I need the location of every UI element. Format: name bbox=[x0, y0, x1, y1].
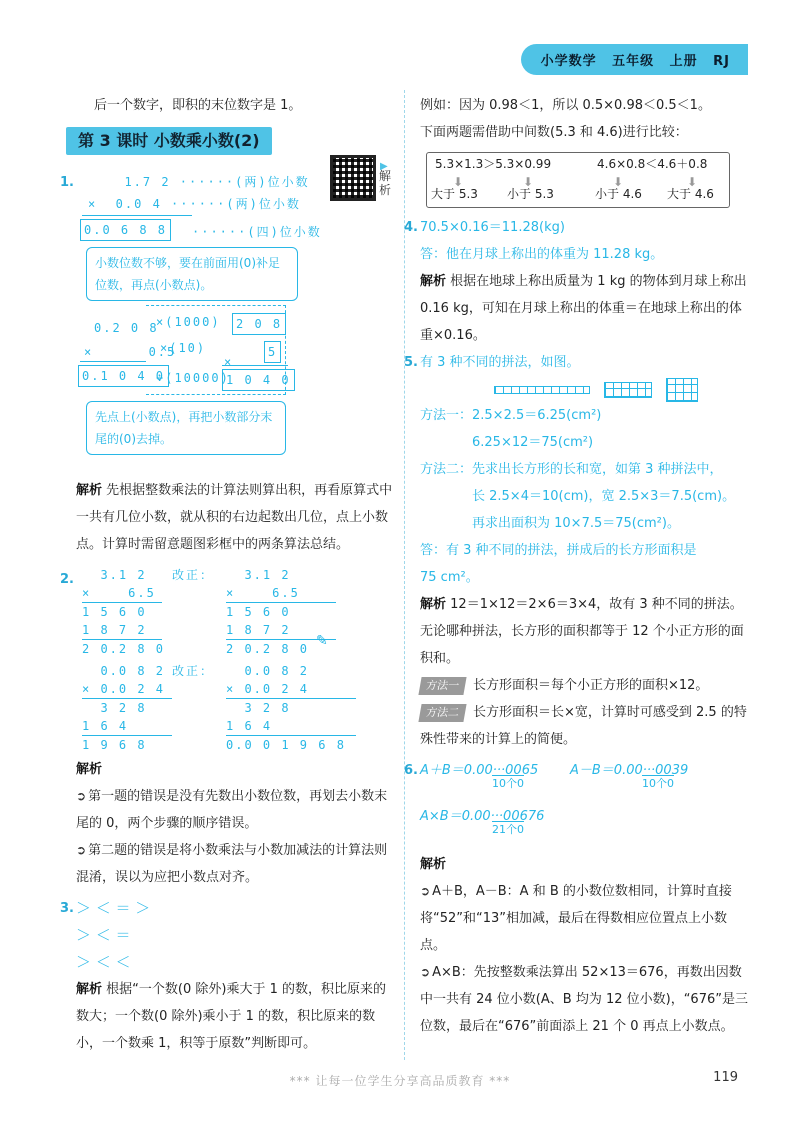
arrangement-3x4 bbox=[666, 378, 698, 402]
compare-label: 小于 5.3 bbox=[507, 187, 554, 201]
method-note-text: 长方形面积＝每个小正方形的面积×12。 bbox=[473, 678, 709, 693]
compare-label: 大于 5.3 bbox=[431, 187, 478, 201]
calc-box: 1 0 4 0 bbox=[222, 369, 295, 391]
method-line: 再求出面积为 10×7.5＝75(cm²)。 bbox=[472, 516, 680, 531]
q4-analysis bbox=[420, 268, 752, 349]
footer-slogan: *** 让每一位学生分享高品质教育 *** bbox=[289, 1074, 511, 1088]
down-arrow-icon: ⬇ bbox=[523, 175, 534, 189]
compare-intro: 下面两题需借助中间数(5.3 和 4.6)进行比较： bbox=[420, 125, 688, 140]
correction-label: 改正： bbox=[172, 664, 215, 678]
question-number: 1. bbox=[60, 175, 74, 190]
conversion-label: ÷(10000) bbox=[156, 371, 230, 385]
intro-line: 有 3 种不同的拼法，如图。 bbox=[420, 355, 580, 370]
analysis-bullet bbox=[76, 783, 394, 837]
calc-row: 1 6 4 bbox=[82, 719, 129, 733]
question-6 bbox=[404, 757, 752, 851]
calc-row: 1 6 4 bbox=[226, 719, 273, 733]
times-sign: × bbox=[224, 355, 234, 369]
calc-line bbox=[80, 361, 146, 362]
calc-box: 5 bbox=[264, 341, 281, 363]
calc-row: 0.0 8 2 bbox=[82, 664, 166, 678]
analysis-label: 解析 bbox=[76, 483, 103, 498]
calc-row: 0.2 0 8 bbox=[94, 321, 159, 335]
calc-row: 1 8 7 2 bbox=[226, 623, 291, 637]
calc-row: 3.1 2 bbox=[82, 568, 147, 582]
pencil-icon: ✎ bbox=[316, 633, 328, 649]
analysis-bullet bbox=[76, 837, 394, 891]
method-line: 长 2.5×4＝10(cm)，宽 2.5×3＝7.5(cm)。 bbox=[472, 489, 736, 504]
q5-analysis bbox=[420, 591, 752, 672]
intro-line: 后一个数字，即积的末位数字是 1。 bbox=[94, 98, 302, 113]
calc-row: × 6.5 bbox=[82, 586, 156, 600]
left-column bbox=[60, 92, 394, 1057]
analysis-label: 解析 bbox=[420, 857, 447, 872]
lesson-title: 第 3 课时 小数乘小数(2) bbox=[66, 127, 272, 155]
down-arrow-icon: ⬇ bbox=[613, 175, 624, 189]
calc-row: 1 5 6 0 bbox=[82, 605, 147, 619]
method-line: 方法二：先求出长方形的长和宽，如第 3 种拼法中， bbox=[420, 462, 723, 477]
answer-line: 75 cm²。 bbox=[420, 570, 479, 585]
calc-row: × 0.5 bbox=[84, 345, 177, 359]
answer-line: 答：他在月球上称出的体重为 11.28 kg。 bbox=[420, 247, 664, 262]
analysis-label: 解析 bbox=[76, 762, 103, 777]
analysis-bullet bbox=[420, 959, 752, 1040]
example-line: 例如：因为 0.98＜1，所以 0.5×0.98＜0.5＜1。 bbox=[420, 98, 711, 113]
analysis-bullet bbox=[420, 878, 752, 959]
calc-row: × 0.0 2 4 bbox=[226, 682, 310, 696]
q1-analysis bbox=[76, 477, 394, 558]
book-header-tag: 小学数学 五年级 上册 RJ bbox=[521, 44, 748, 75]
question-1 bbox=[60, 169, 394, 469]
method-note-text: 长方形面积＝长×宽，计算时可感受到 2.5 的特殊性带来的计算上的简便。 bbox=[420, 705, 747, 747]
analysis-bullet-text: A×B：先按整数乘法算出 52×13＝676，再数出因数中一共有 24 位小数(A、B 均为 12 位小数)，“676”是三位数，最后在“676”前面添上 21 个 0 再点上小数点。 bbox=[420, 965, 748, 1034]
analysis-bullet-text: 第二题的错误是将小数乘法与小数加减法的计算法则混淆，误以为应把小数点对齐。 bbox=[76, 843, 388, 885]
question-number: 4. bbox=[404, 220, 418, 235]
arrangement-2x6 bbox=[604, 382, 652, 398]
calc-line bbox=[222, 365, 288, 366]
arrow-bullet-icon: ➲ bbox=[420, 884, 431, 898]
calc-row: 0.0 0 1 9 6 8 bbox=[226, 738, 346, 752]
correct-calc-d bbox=[226, 662, 356, 754]
method-tag: 方法二 bbox=[418, 704, 466, 722]
calc-row: 2 0.2 8 0 bbox=[82, 642, 166, 656]
down-arrow-icon: ⬇ bbox=[453, 175, 464, 189]
down-arrow-icon: ⬇ bbox=[687, 175, 698, 189]
page-number: 119 bbox=[713, 1070, 738, 1085]
rule-note-box: 先点上(小数点)，再把小数部分末尾的(0)去掉。 bbox=[86, 401, 286, 455]
analysis-text: 根据“一个数(0 除外)乘大于 1 的数，积比原来的数大；一个数(0 除外)乘小于 1 的数，积比原来的数小，一个数乘 1，积等于原数”判断即可。 bbox=[76, 982, 386, 1051]
analysis-text: 根据在地球上称出质量为 1 kg 的物体到月球上称出 0.16 kg，可知在月球上称出的体重＝在地球上称出的体重×0.16。 bbox=[420, 274, 747, 343]
wrong-calc-a bbox=[82, 566, 166, 658]
calc-row: 3 2 8 bbox=[82, 701, 147, 715]
calc-row: 1 9 6 8 bbox=[82, 738, 147, 752]
answer-row: ＞ ＜ ＝ ＞ bbox=[76, 899, 151, 917]
right-column bbox=[404, 92, 752, 1040]
q6-analysis bbox=[420, 851, 752, 1040]
answer-row: ＞ ＜ ＜ bbox=[76, 953, 131, 971]
compare-label: 大于 4.6 bbox=[667, 187, 714, 201]
method-note bbox=[420, 672, 752, 699]
answer-row: ＞ ＜ ＝ bbox=[76, 926, 131, 944]
analysis-bullet-text: A＋B，A－B：A 和 B 的小数位数相同，计算时直接将“52”和“13”相加减，最后在得数相应位置点上小数点。 bbox=[420, 884, 732, 953]
expression: A－B＝0.00···0039 bbox=[570, 763, 689, 778]
question-number: 2. bbox=[60, 572, 74, 587]
calc-result-box: 0.1 0 4 0 bbox=[78, 365, 169, 387]
method-tag: 方法一 bbox=[418, 677, 466, 695]
compare-box bbox=[426, 152, 730, 208]
analysis-label: 解析 bbox=[420, 274, 447, 289]
equation: 70.5×0.16＝11.28(kg) bbox=[420, 220, 565, 235]
analysis-bullet-text: 第一题的错误是没有先数出小数位数，再划去小数末尾的 0，两个步骤的顺序错误。 bbox=[76, 789, 388, 831]
zero-count: 10个0 bbox=[492, 777, 524, 790]
calc-row: 1 8 7 2 bbox=[82, 623, 147, 637]
arrangement-figures bbox=[420, 376, 752, 402]
conversion-label: ×(1000) bbox=[156, 315, 221, 329]
method-line: 方法一：2.5×2.5＝6.25(cm²) bbox=[420, 408, 602, 423]
answer-line: 答：有 3 种不同的拼法，拼成后的长方形面积是 bbox=[420, 543, 697, 558]
play-icon: ▶ bbox=[380, 161, 388, 172]
calc-row: 0.0 8 2 bbox=[226, 664, 310, 678]
calc-row: 1.7 2 ······(两)位小数 bbox=[106, 175, 310, 189]
calc-line bbox=[82, 215, 192, 216]
rule-note-box: 小数位数不够，要在前面用(0)补足位数，再点(小数点)。 bbox=[86, 247, 298, 301]
calc-row: 3.1 2 bbox=[226, 568, 291, 582]
calc-box: 2 0 8 bbox=[232, 313, 286, 335]
arrow-bullet-icon: ➲ bbox=[76, 789, 87, 803]
question-3 bbox=[60, 895, 394, 1057]
analysis-label: 解析 bbox=[420, 597, 447, 612]
q2-analysis bbox=[76, 756, 394, 891]
method-note bbox=[420, 699, 752, 753]
calc-row: 1 5 6 0 bbox=[226, 605, 291, 619]
conversion-label: ×(10) bbox=[160, 341, 207, 355]
analysis-text: 先根据整数乘法的计算法则算出积，再看原算式中一共有几位小数，就从积的右边起数出几位，点上小数点。计算时需留意题图彩框中的两条算法总结。 bbox=[76, 483, 393, 552]
question-4 bbox=[404, 214, 752, 349]
analysis-label: 解析 bbox=[76, 982, 103, 997]
q3-analysis bbox=[76, 976, 394, 1057]
method-line: 6.25×12＝75(cm²) bbox=[472, 435, 594, 450]
arrow-bullet-icon: ➲ bbox=[76, 843, 87, 857]
qr-label: 解析 bbox=[379, 169, 392, 197]
question-number: 6. bbox=[404, 763, 418, 778]
analysis-text: 12＝1×12＝2×6＝3×4，故有 3 种不同的拼法。无论哪种拼法，长方形的面积都等于 12 个小正方形的面积和。 bbox=[420, 597, 744, 666]
calc-row-note: ······(四)位小数 bbox=[192, 225, 322, 239]
calc-row: 3 2 8 bbox=[226, 701, 291, 715]
expression: A×B＝0.00···00676 bbox=[420, 809, 545, 824]
calc-row: × 0.0 2 4 bbox=[82, 682, 166, 696]
question-2 bbox=[60, 566, 394, 756]
arrow-bullet-icon: ➲ bbox=[420, 965, 431, 979]
question-5 bbox=[404, 349, 752, 753]
calc-row: × 6.5 bbox=[226, 586, 300, 600]
compare-label: 小于 4.6 bbox=[595, 187, 642, 201]
compare-right-expr: 4.6×0.8＜4.6＋0.8 bbox=[597, 157, 708, 171]
calc-result-box: 0.0 6 8 8 bbox=[80, 219, 171, 241]
calc-row: × 0.0 4 ······(两)位小数 bbox=[88, 197, 301, 211]
compare-left-expr: 5.3×1.3＞5.3×0.99 bbox=[435, 157, 552, 171]
arrangement-1x12 bbox=[494, 386, 590, 394]
correction-label: 改正： bbox=[172, 568, 215, 582]
question-number: 5. bbox=[404, 355, 418, 370]
calc-row: 2 0.2 8 0 bbox=[226, 642, 310, 656]
zero-count: 10个0 bbox=[642, 777, 674, 790]
question-number: 3. bbox=[60, 901, 74, 916]
zero-count: 21个0 bbox=[492, 823, 524, 836]
expression: A＋B＝0.00···0065 bbox=[420, 763, 539, 778]
wrong-calc-c bbox=[82, 662, 172, 754]
